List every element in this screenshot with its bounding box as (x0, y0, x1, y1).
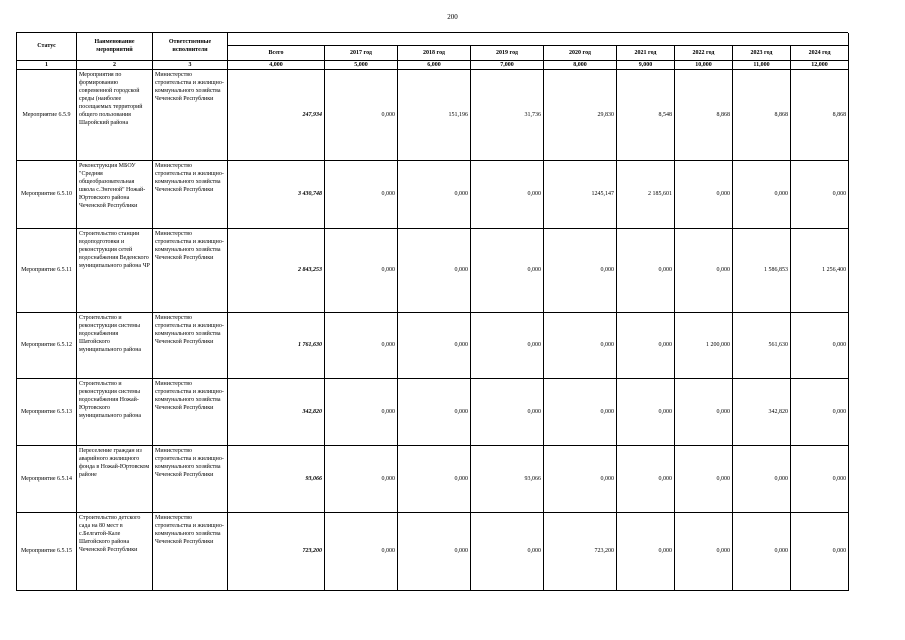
row-value: 0,000 (733, 512, 791, 590)
column-number-row (17, 60, 849, 69)
table-row (17, 378, 849, 445)
row-value: 0,000 (325, 160, 398, 228)
header-exec: Ответственные исполнители (153, 33, 228, 61)
table-row (17, 312, 849, 378)
row-value: 0,000 (544, 378, 617, 445)
row-status: Мероприятие 6.5.15 (17, 512, 77, 590)
row-total: 342,820 (228, 378, 325, 445)
row-value: 8,868 (733, 69, 791, 160)
row-value: 561,630 (733, 312, 791, 378)
row-total: 2 843,253 (228, 228, 325, 312)
header-year: 2020 год (544, 45, 617, 60)
row-value: 342,820 (733, 378, 791, 445)
row-name: Строительство и реконструкция системы водоснабжения Шатойского муниципального района (77, 312, 153, 378)
row-value: 0,000 (617, 228, 675, 312)
row-value: 0,000 (471, 512, 544, 590)
col-number: 3 (153, 60, 228, 69)
col-number: 1 (17, 60, 77, 69)
row-value: 0,000 (398, 445, 471, 512)
row-value: 0,000 (544, 228, 617, 312)
row-value: 0,000 (325, 512, 398, 590)
col-number: 8,000 (544, 60, 617, 69)
row-status: Мероприятие 6.5.13 (17, 378, 77, 445)
row-value: 0,000 (675, 445, 733, 512)
row-status: Мероприятие 6.5.14 (17, 445, 77, 512)
row-exec: Министерство строительства и жилищно-коммунального хозяйства Чеченской Республики (153, 312, 228, 378)
row-value: 0,000 (791, 445, 849, 512)
row-name: Строительство детского сада на 80 мест в с.Белгатой-Кале Шатойского района Чеченской Республики (77, 512, 153, 590)
table-row (17, 512, 849, 590)
row-value: 8,868 (791, 69, 849, 160)
row-name: Реконструкция МБОУ "Средняя общеобразовательная школа с.Энгеной" Ножай-Юртовского района Чеченской Республики (77, 160, 153, 228)
header-year: 2017 год (325, 45, 398, 60)
col-number: 2 (77, 60, 153, 69)
row-value: 0,000 (471, 378, 544, 445)
col-number: 6,000 (398, 60, 471, 69)
row-value: 0,000 (733, 445, 791, 512)
row-status: Мероприятие 6.5.9 (17, 69, 77, 160)
col-number: 10,000 (675, 60, 733, 69)
table-row (17, 69, 849, 160)
header-total: Всего (228, 45, 325, 60)
header-spacer (228, 33, 849, 46)
row-value: 0,000 (617, 378, 675, 445)
col-number: 9,000 (617, 60, 675, 69)
row-value: 0,000 (398, 228, 471, 312)
row-value: 0,000 (544, 312, 617, 378)
row-value: 31,736 (471, 69, 544, 160)
row-total: 1 761,630 (228, 312, 325, 378)
header-status: Статус (17, 33, 77, 61)
row-value: 0,000 (617, 312, 675, 378)
row-value: 0,000 (544, 445, 617, 512)
row-name: Переселение граждан из аварийного жилищного фонда в Ножай-Юртовском районе (77, 445, 153, 512)
row-exec: Министерство строительства и жилищно-коммунального хозяйства Чеченской Республики (153, 228, 228, 312)
table-row (17, 160, 849, 228)
row-value: 0,000 (325, 228, 398, 312)
row-value: 1 586,853 (733, 228, 791, 312)
table-row (17, 228, 849, 312)
row-name: Строительство и реконструкция системы водоснабжения Ножай-Юртовского муниципального района (77, 378, 153, 445)
row-total: 3 430,748 (228, 160, 325, 228)
row-value: 0,000 (398, 378, 471, 445)
row-value: 0,000 (471, 160, 544, 228)
header-name: Наименование мероприятий (77, 33, 153, 61)
row-exec: Министерство строительства и жилищно-коммунального хозяйства Чеченской Республики (153, 160, 228, 228)
row-value: 0,000 (325, 69, 398, 160)
row-total: 247,934 (228, 69, 325, 160)
col-number: 5,000 (325, 60, 398, 69)
table-row (17, 445, 849, 512)
row-exec: Министерство строительства и жилищно-коммунального хозяйства Чеченской Республики (153, 69, 228, 160)
row-value: 0,000 (617, 445, 675, 512)
row-exec: Министерство строительства и жилищно-коммунального хозяйства Чеченской Республики (153, 512, 228, 590)
row-value: 0,000 (325, 378, 398, 445)
row-total: 723,200 (228, 512, 325, 590)
row-value: 0,000 (675, 512, 733, 590)
row-value: 0,000 (471, 312, 544, 378)
row-value: 0,000 (617, 512, 675, 590)
header-year: 2024 год (791, 45, 849, 60)
row-value: 8,868 (675, 69, 733, 160)
row-name: Мероприятия по формированию современной городской среды (наиболее посещаемых территорий общего пользования Шаройский района (77, 69, 153, 160)
row-value: 0,000 (325, 445, 398, 512)
row-value: 93,066 (471, 445, 544, 512)
header-year: 2018 год (398, 45, 471, 60)
row-value: 1 256,400 (791, 228, 849, 312)
row-value: 0,000 (675, 378, 733, 445)
header-year: 2021 год (617, 45, 675, 60)
row-value: 0,000 (325, 312, 398, 378)
row-status: Мероприятие 6.5.10 (17, 160, 77, 228)
row-value: 29,830 (544, 69, 617, 160)
col-number: 7,000 (471, 60, 544, 69)
row-name: Строительство станции водоподготовки и реконструкция сетей водоснабжения Веденского муниципального района ЧР (77, 228, 153, 312)
row-status: Мероприятие 6.5.12 (17, 312, 77, 378)
program-table (16, 32, 849, 591)
col-number: 4,000 (228, 60, 325, 69)
row-value: 1 200,000 (675, 312, 733, 378)
row-value: 0,000 (398, 512, 471, 590)
row-value: 723,200 (544, 512, 617, 590)
row-status: Мероприятие 6.5.11 (17, 228, 77, 312)
row-exec: Министерство строительства и жилищно-коммунального хозяйства Чеченской Республики (153, 378, 228, 445)
col-number: 12,000 (791, 60, 849, 69)
header-year: 2022 год (675, 45, 733, 60)
header-year: 2019 год (471, 45, 544, 60)
row-value: 2 185,601 (617, 160, 675, 228)
row-value: 0,000 (398, 160, 471, 228)
page-number: 200 (447, 13, 458, 21)
row-value: 151,196 (398, 69, 471, 160)
row-value: 0,000 (471, 228, 544, 312)
row-value: 0,000 (791, 512, 849, 590)
row-value: 8,548 (617, 69, 675, 160)
row-value: 0,000 (733, 160, 791, 228)
row-exec: Министерство строительства и жилищно-коммунального хозяйства Чеченской Республики (153, 445, 228, 512)
row-value: 1245,147 (544, 160, 617, 228)
row-value: 0,000 (791, 312, 849, 378)
row-value: 0,000 (791, 378, 849, 445)
row-value: 0,000 (791, 160, 849, 228)
col-number: 11,000 (733, 60, 791, 69)
row-total: 93,066 (228, 445, 325, 512)
header-year: 2023 год (733, 45, 791, 60)
row-value: 0,000 (398, 312, 471, 378)
row-value: 0,000 (675, 160, 733, 228)
row-value: 0,000 (675, 228, 733, 312)
